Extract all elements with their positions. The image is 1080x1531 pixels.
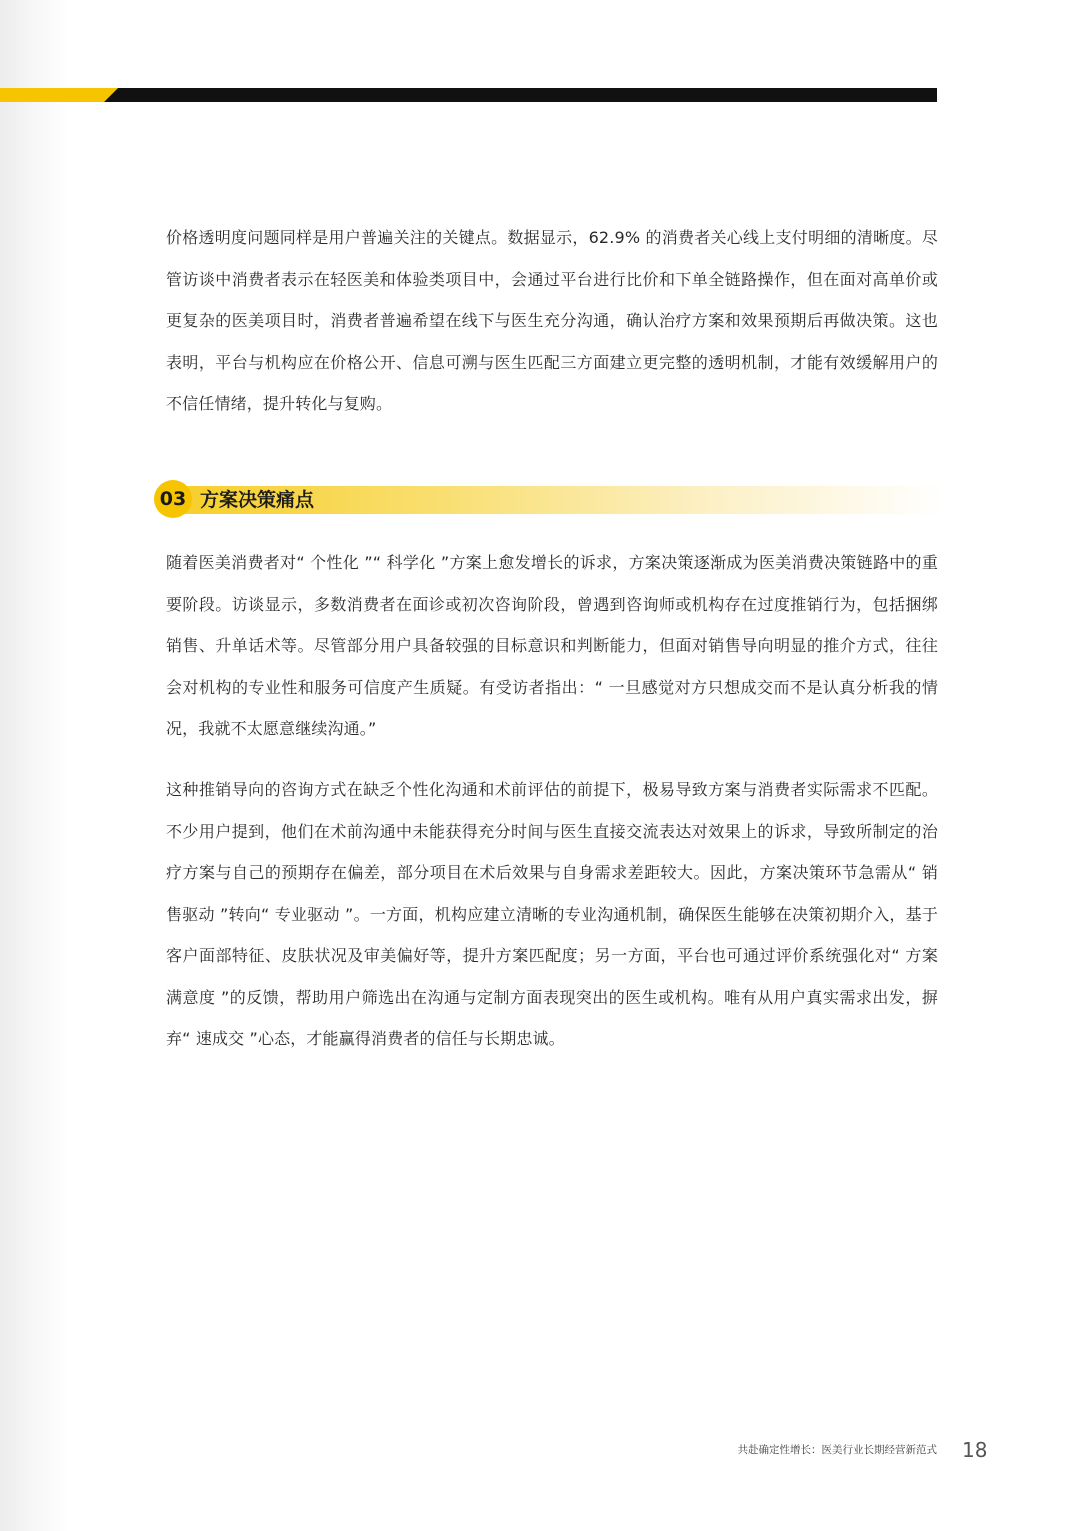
- body-paragraph-2: 随着医美消费者对“ 个性化 ”“ 科学化 ”方案上愈发增长的诉求，方案决策逐渐成为医美消费决策链路中的重要阶段。访谈显示，多数消费者在面诊或初次咨询阶段，曾遇到咨询师或机构存在过度推销行为，包括捆绑销售、升单话术等。尽管部分用户具备较强的目标意识和判断能力，但面对销售导向明显的推介方式，往往会对机构的专业性和服务可信度产生质疑。有受访者指出：“ 一旦感觉对方只想成交而不是认真分析我的情况，我就不太愿意继续沟通。”: [166, 553, 938, 738]
- page-number: 18: [962, 1438, 988, 1462]
- top-decorative-band: [0, 88, 937, 102]
- section-heading: [154, 478, 944, 522]
- section-number-badge: 03: [154, 480, 192, 518]
- page-left-shade: [0, 0, 70, 1531]
- section-title: 方案决策痛点: [200, 489, 315, 511]
- body-paragraph-3: 这种推销导向的咨询方式在缺乏个性化沟通和术前评估的前提下，极易导致方案与消费者实际需求不匹配。不少用户提到，他们在术前沟通中未能获得充分时间与医生直接交流表达对效果上的诉求，导致所制定的治疗方案与自己的预期存在偏差，部分项目在术后效果与自身需求差距较大。因此，方案决策环节急需从“ 销售驱动 ”转向“ 专业驱动 ”。一方面，机构应建立清晰的专业沟通机制，确保医生能够在决策初期介入，基于客户面部特征、皮肤状况及审美偏好等，提升方案匹配度；另一方面，平台也可通过评价系统强化对“ 方案满意度 ”的反馈，帮助用户筛选出在沟通与定制方面表现突出的医生或机构。唯有从用户真实需求出发，摒弃“ 速成交 ”心态，才能赢得消费者的信任与长期忠诚。: [166, 780, 938, 1048]
- footer-report-title: 共赴确定性增长：医美行业长期经营新范式: [737, 1444, 937, 1456]
- body-paragraph-1: 价格透明度问题同样是用户普遍关注的关键点。数据显示，62.9% 的消费者关心线上支付明细的清晰度。尽管访谈中消费者表示在轻医美和体验类项目中，会通过平台进行比价和下单全链路操作，但在面对高单价或更复杂的医美项目时，消费者普遍希望在线下与医生充分沟通，确认治疗方案和效果预期后再做决策。这也表明，平台与机构应在价格公开、信息可溯与医生匹配三方面建立更完整的透明机制，才能有效缓解用户的不信任情绪，提升转化与复购。: [166, 228, 938, 413]
- top-band-graphic: [0, 88, 937, 102]
